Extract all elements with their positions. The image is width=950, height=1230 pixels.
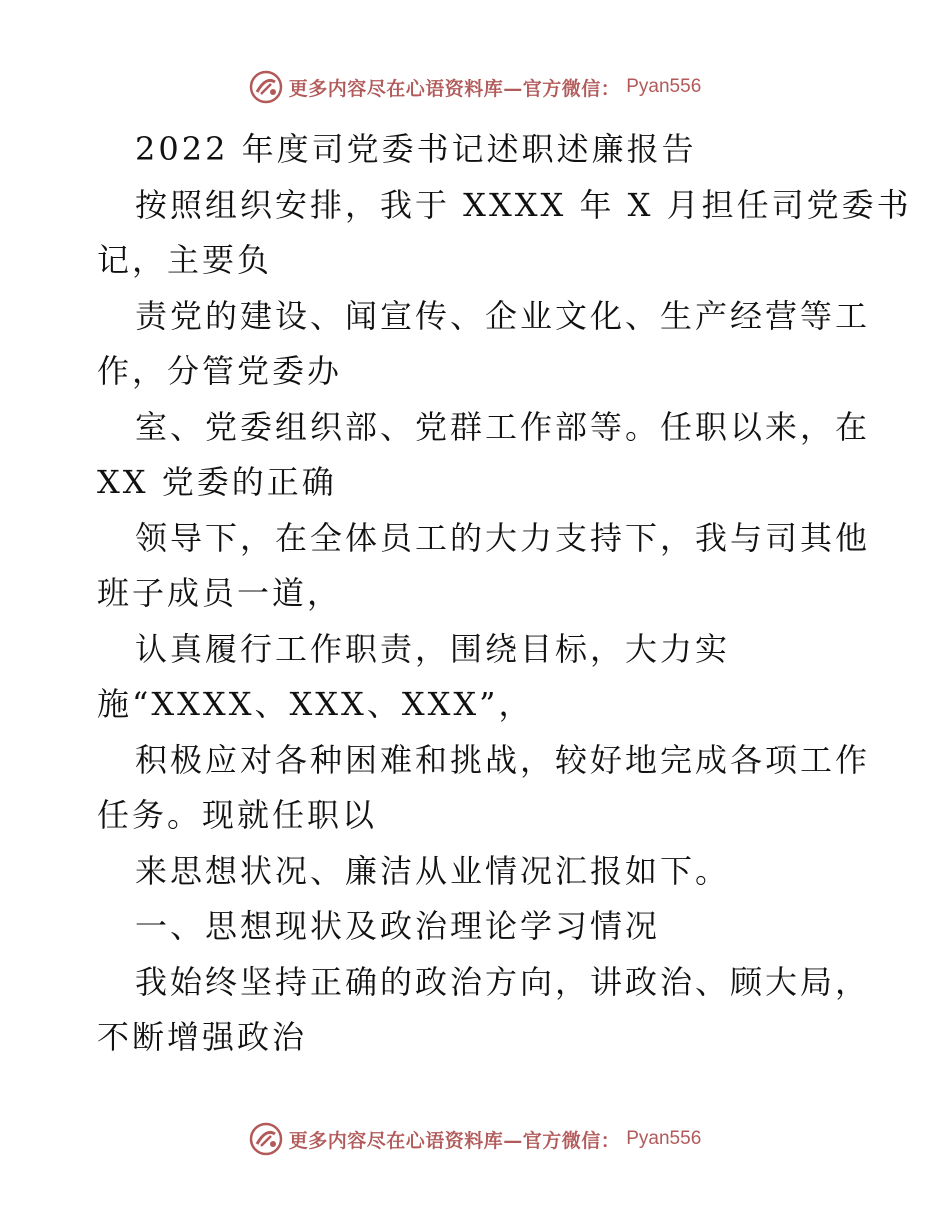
document-body <box>97 122 912 1066</box>
paragraph-line: 认真履行工作职责，围绕目标，大力实 <box>135 629 731 668</box>
paragraph-line: 记，主要负 <box>97 241 273 279</box>
watermark-header <box>0 70 950 104</box>
paragraph-line: 室、党委组织部、党群工作部等。任职以来，在 <box>135 407 871 446</box>
section-heading: 一、思想现状及政治理论学习情况 <box>135 907 661 945</box>
watermark-footer <box>0 1122 950 1156</box>
watermark-wechat-id: Pyan556 <box>626 1128 702 1149</box>
document-title: 2022 年度司党委书记述职述廉报告 <box>135 130 697 168</box>
paragraph-line: 我始终坚持正确的政治方向，讲政治、顾大局， <box>135 962 871 1001</box>
paragraph-line: 积极应对各种困难和挑战，较好地完成各项工作 <box>135 740 871 779</box>
paragraph-line: 作，分管党委办 <box>97 352 343 390</box>
seal-logo-icon <box>249 70 283 104</box>
paragraph-line: 按照组织安排，我于 XXXX 年 X 月担任司党委书 <box>135 185 912 224</box>
paragraph-line: 领导下，在全体员工的大力支持下，我与司其他 <box>135 518 871 557</box>
paragraph-line: 施“XXXX、XXX、XXX”， <box>97 685 534 723</box>
watermark-text: 更多内容尽在心语资料库—官方微信： <box>288 1129 621 1152</box>
paragraph-line: 不断增强政治 <box>97 1018 308 1056</box>
seal-logo-icon <box>249 1122 283 1156</box>
watermark-wechat-id: Pyan556 <box>626 76 702 97</box>
paragraph-line: XX 党委的正确 <box>97 463 337 501</box>
watermark-text: 更多内容尽在心语资料库—官方微信： <box>288 77 621 100</box>
paragraph-line: 来思想状况、廉洁从业情况汇报如下。 <box>135 851 731 890</box>
paragraph-line: 班子成员一道， <box>97 574 343 612</box>
paragraph-line: 任务。现就任职以 <box>97 796 378 834</box>
paragraph-line: 责党的建设、闻宣传、企业文化、生产经营等工 <box>135 296 871 335</box>
